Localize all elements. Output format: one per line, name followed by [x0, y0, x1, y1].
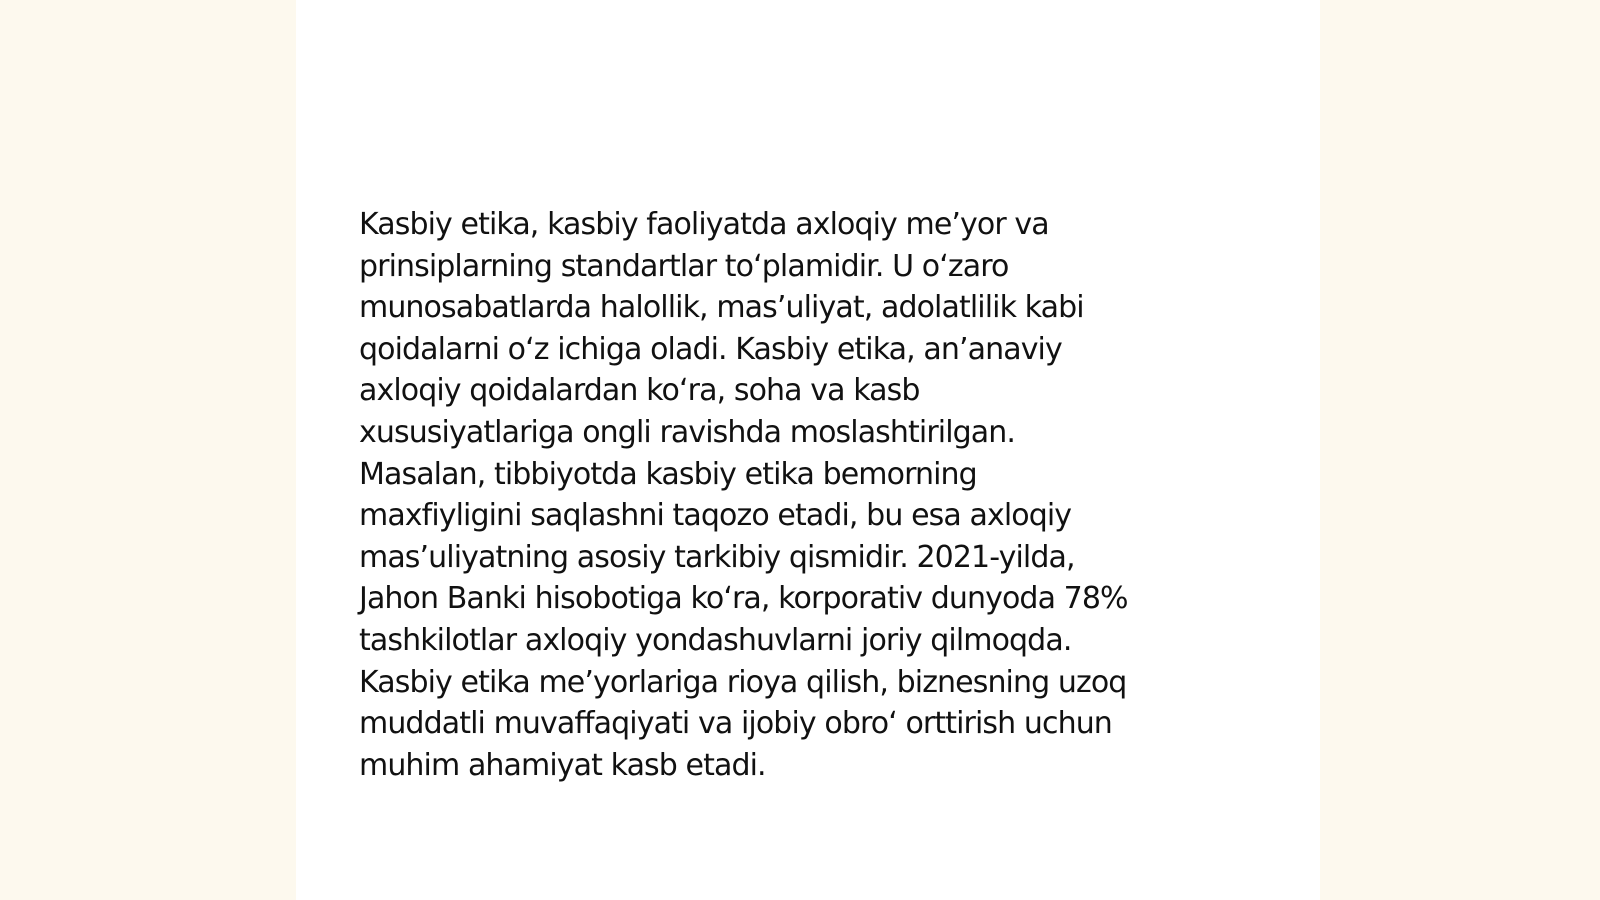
paragraph-line: Masalan, tibbiyotda kasbiy etika bemorning — [359, 456, 977, 492]
paragraph-line: mas’uliyatning asosiy tarkibiy qismidir. 2021-yilda, — [359, 539, 1075, 575]
right-margin-panel — [1320, 0, 1600, 900]
paragraph-line: xususiyatlariga ongli ravishda moslashtirilgan. — [359, 414, 1016, 450]
paragraph-line: muddatli muvaffaqiyati va ijobiy obro‘ orttirish uchun — [359, 706, 1112, 742]
body-paragraph — [359, 204, 1259, 786]
paragraph-line: muhim ahamiyat kasb etadi. — [359, 747, 766, 783]
paragraph-line: Jahon Banki hisobotiga ko‘ra, korporativ dunyoda 78% — [359, 581, 1128, 617]
paragraph-line: Kasbiy etika me’yorlariga rioya qilish, biznesning uzoq — [359, 664, 1127, 700]
paragraph-line: qoidalarni o‘z ichiga oladi. Kasbiy etika, an’anaviy — [359, 331, 1062, 367]
paragraph-line: axloqiy qoidalardan ko‘ra, soha va kasb — [359, 373, 920, 409]
paragraph-line: Kasbiy etika, kasbiy faoliyatda axloqiy me’yor va — [359, 207, 1049, 242]
left-margin-panel — [0, 0, 296, 900]
paragraph-line: tashkilotlar axloqiy yondashuvlarni joriy qilmoqda. — [359, 622, 1072, 658]
paragraph-line: prinsiplarning standartlar to‘plamidir. U o‘zaro — [359, 248, 1009, 284]
paragraph-line: maxfiyligini saqlashni taqozo etadi, bu esa axloqiy — [359, 498, 1072, 534]
document-page — [296, 0, 1320, 900]
paragraph-line: munosabatlarda halollik, mas’uliyat, adolatlilik kabi — [359, 290, 1084, 326]
